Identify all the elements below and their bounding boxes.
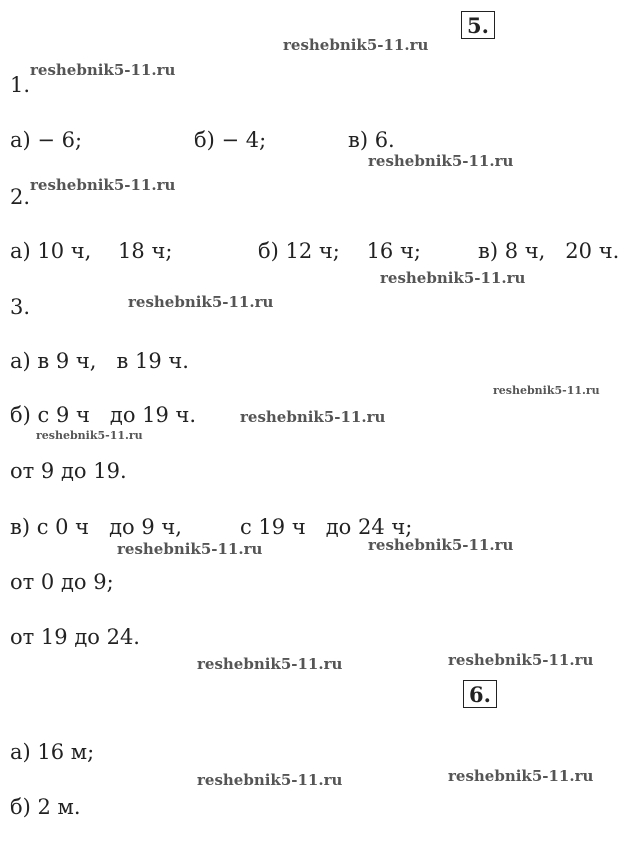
item-1-number: 1.: [10, 73, 31, 97]
item-3-number: 3.: [10, 295, 31, 319]
task-5-number: 5.: [461, 11, 495, 39]
item-3-answer-v-second: с 19 ч до 24 ч;: [240, 515, 413, 539]
watermark: reshebnik5-11.ru: [240, 408, 386, 426]
task-6-answer-a: а) 16 м;: [10, 740, 95, 764]
watermark: reshebnik5-11.ru: [128, 293, 274, 311]
item-2-answer-a: а) 10 ч, 18 ч;: [10, 239, 173, 263]
watermark: reshebnik5-11.ru: [380, 269, 526, 287]
item-3-answer-a: а) в 9 ч, в 19 ч.: [10, 349, 189, 373]
watermark: reshebnik5-11.ru: [36, 429, 143, 442]
watermark: reshebnik5-11.ru: [30, 176, 176, 194]
item-1-answer-a: а) − 6;: [10, 128, 83, 152]
item-1-answer-b: б) − 4;: [194, 128, 267, 152]
item-1-answer-v: в) 6.: [348, 128, 395, 152]
watermark: reshebnik5-11.ru: [368, 536, 514, 554]
watermark: reshebnik5-11.ru: [368, 152, 514, 170]
item-2-number: 2.: [10, 185, 31, 209]
watermark: reshebnik5-11.ru: [448, 651, 594, 669]
item-2-answer-b: б) 12 ч; 16 ч;: [258, 239, 421, 263]
watermark: reshebnik5-11.ru: [448, 767, 594, 785]
item-3-answer-v-range1: от 0 до 9;: [10, 570, 114, 594]
watermark: reshebnik5-11.ru: [197, 771, 343, 789]
watermark: reshebnik5-11.ru: [493, 384, 600, 397]
watermark: reshebnik5-11.ru: [197, 655, 343, 673]
item-3-answer-v: в) с 0 ч до 9 ч,: [10, 515, 182, 539]
watermark: reshebnik5-11.ru: [30, 61, 176, 79]
item-3-answer-b: б) с 9 ч до 19 ч.: [10, 403, 197, 427]
item-3-answer-b-range: от 9 до 19.: [10, 459, 127, 483]
task-6-answer-b: б) 2 м.: [10, 795, 81, 819]
item-3-answer-v-range2: от 19 до 24.: [10, 625, 140, 649]
watermark: reshebnik5-11.ru: [117, 540, 263, 558]
item-2-answer-v: в) 8 ч, 20 ч.: [478, 239, 620, 263]
task-6-number: 6.: [463, 680, 497, 708]
watermark: reshebnik5-11.ru: [283, 36, 429, 54]
